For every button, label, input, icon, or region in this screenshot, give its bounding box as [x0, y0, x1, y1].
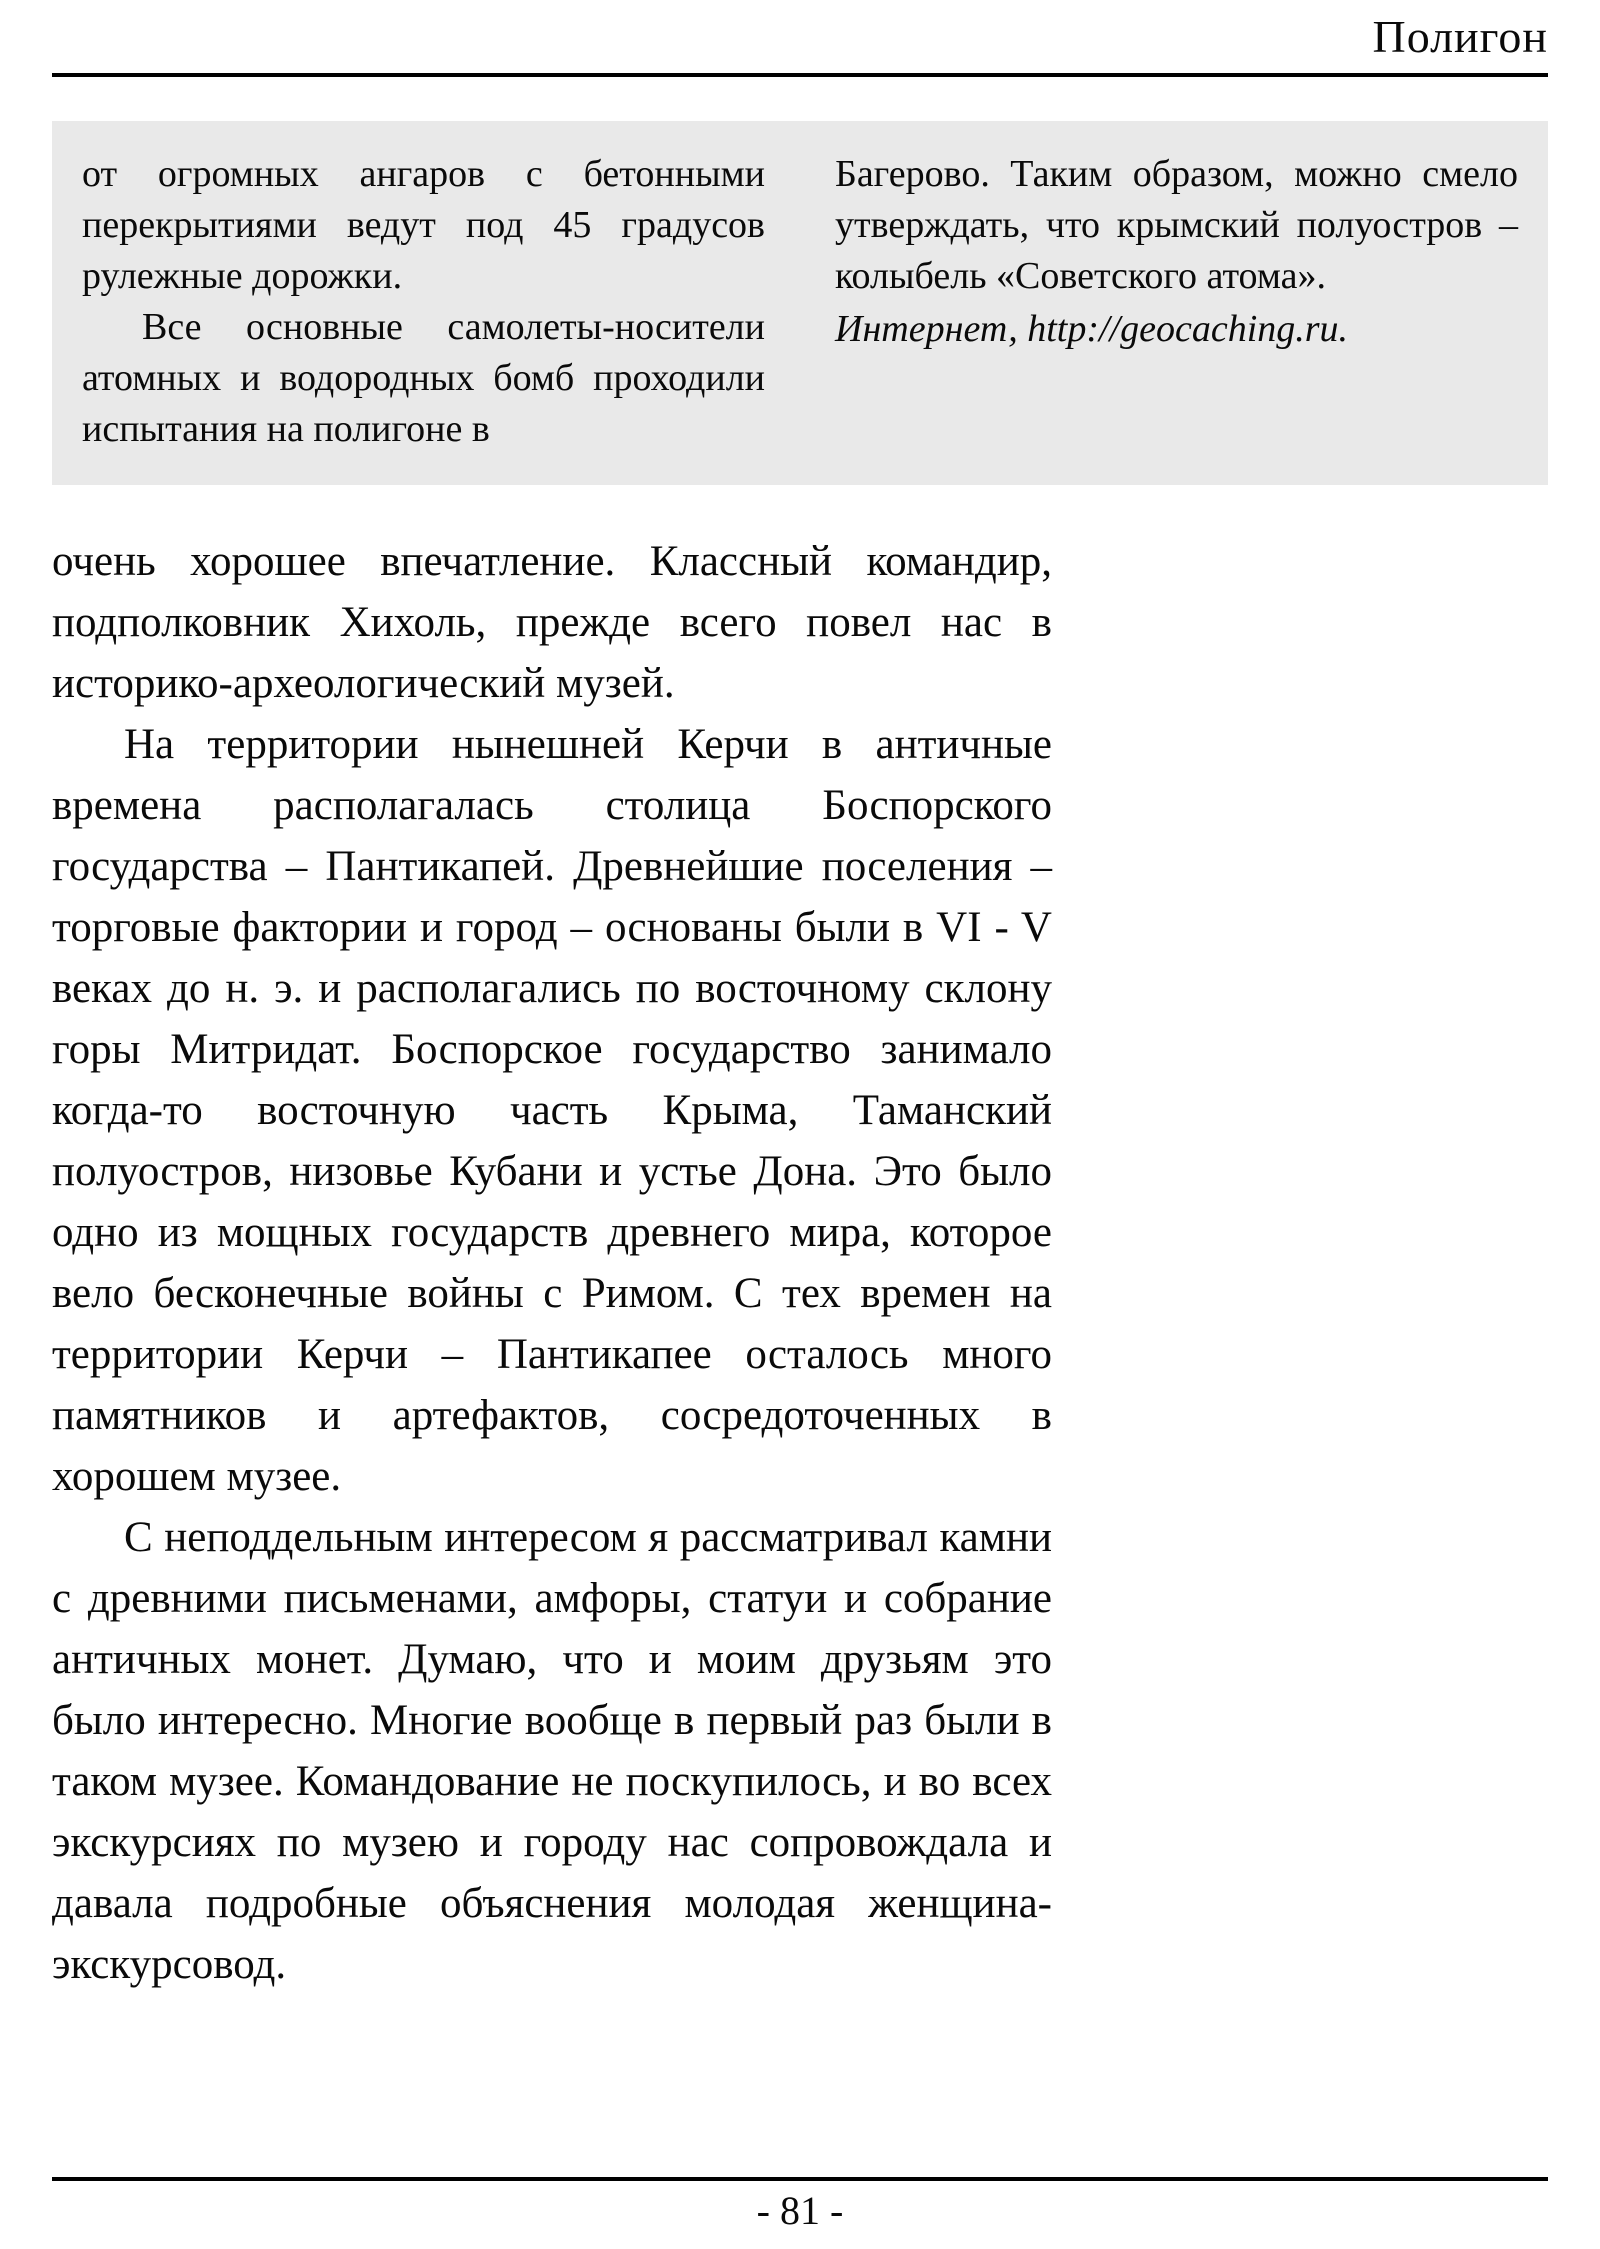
- quote-box-left-column: [82, 149, 765, 455]
- body-text: [52, 531, 1052, 1995]
- body-paragraph: очень хорошее впечатление. Классный командир, подполковник Хихоль, прежде всего повел нас в историко-археологический музей.: [52, 537, 1052, 707]
- body-paragraph: На территории нынешней Керчи в античные времена располагалась столица Боспорского государства – Пантикапей. Древнейшие поселения – торговые фактории и город – основаны были в VI - V веках до н. э. и располагались по восточному склону горы Митридат. Боспорское государство занимало когда-то восточную часть Крыма, Таманский полуостров, низовье Кубани и устье Дона. Это было одно из мощных государств древнего мира, которое вело бесконечные войны с Римом. С тех времен на территории Керчи – Пантикапее осталось много памятников и артефактов, сосредоточенных в хорошем музее.: [52, 720, 1052, 1500]
- header-rule: [52, 73, 1548, 77]
- page-number: - 81 -: [756, 2188, 844, 2233]
- page-footer: [52, 2177, 1548, 2233]
- quote-paragraph: от огромных ангаров с бетонными перекрытиями ведут под 45 градусов рулежные дорожки.: [82, 152, 765, 297]
- quote-box: [52, 121, 1548, 485]
- footer-rule: [52, 2177, 1548, 2181]
- quote-box-right-column: [835, 149, 1518, 455]
- page-header: [52, 10, 1548, 63]
- quote-paragraph: Все основные самолеты-носители атомных и водородных бомб проходили испытания на полигоне в: [82, 305, 765, 450]
- quote-attribution: Интернет, http://geocaching.ru.: [835, 307, 1349, 350]
- quote-paragraph: Багерово. Таким образом, можно смело утверждать, что крымский полуостров – колыбель «Советского атома».: [835, 152, 1518, 297]
- body-paragraph: С неподдельным интересом я рассматривал камни с древними письменами, амфоры, статуи и собрание античных монет. Думаю, что и моим друзьям это было интересно. Многие вообще в первый раз были в таком музее. Командование не поскупилось, и во всех экскурсиях по музею и городу нас сопровождала и давала подробные объяснения молодая женщина-экскурсовод.: [52, 1513, 1052, 1988]
- page-header-title: Полигон: [1372, 11, 1548, 62]
